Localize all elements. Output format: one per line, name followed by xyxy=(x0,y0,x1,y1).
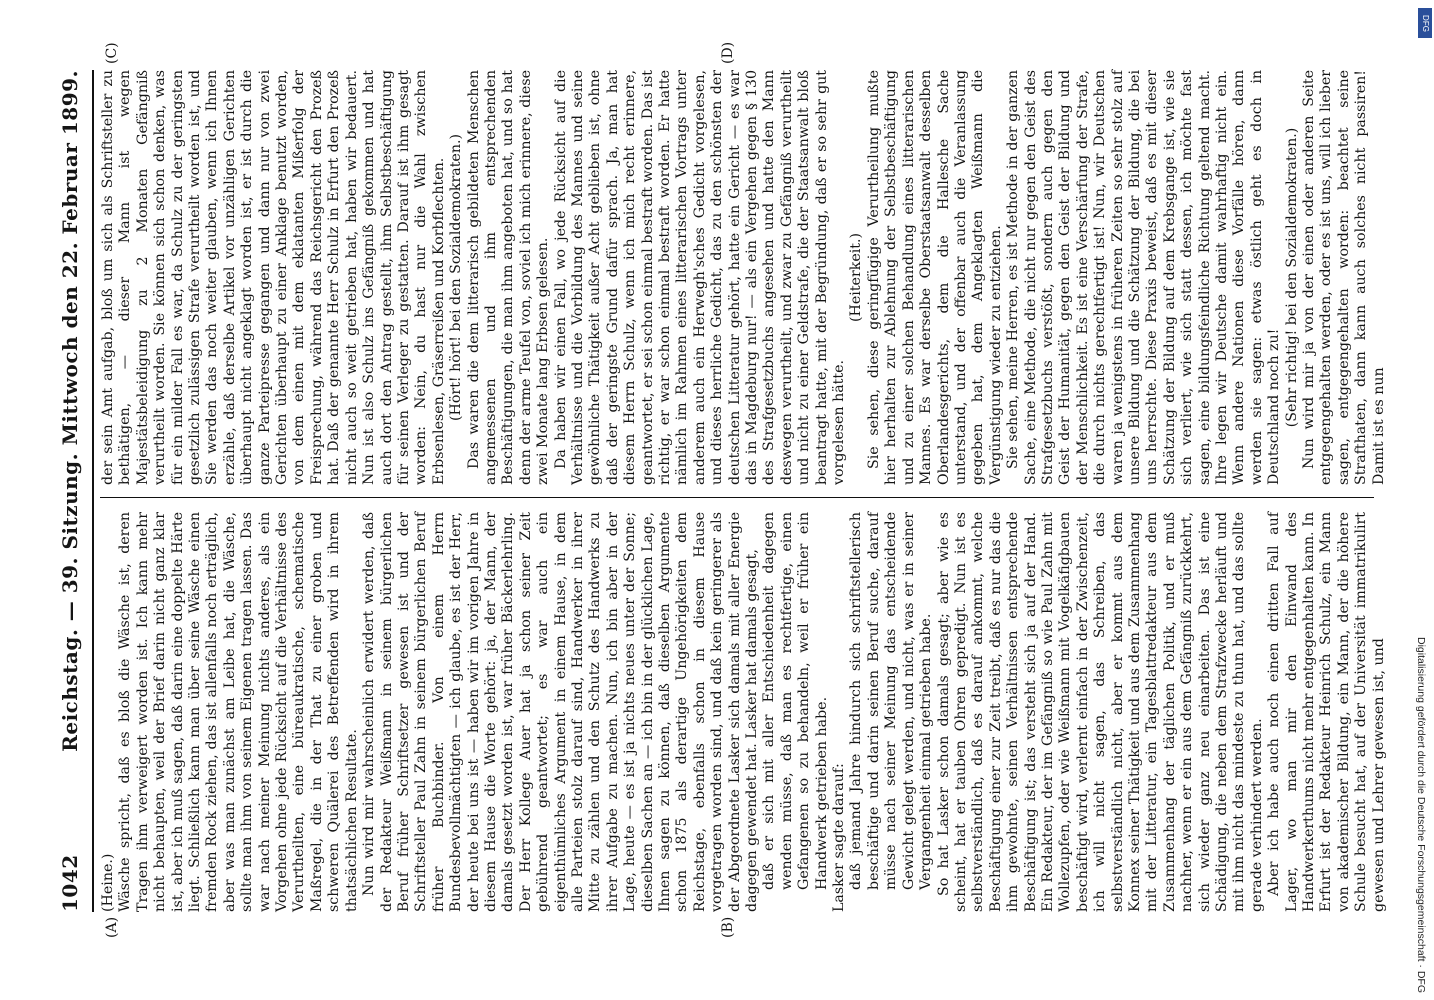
interjection: (Sehr richtig! bei den Sozialdemokraten.) xyxy=(1283,127,1300,428)
dfg-logo xyxy=(1418,8,1432,38)
margin-marker-b: (B) xyxy=(720,916,736,938)
interjection: (Heiterkeit.) xyxy=(848,233,865,322)
page-number: 1042 xyxy=(58,854,82,912)
paragraph: Sie sehen, meine Herren, es ist Methode in der ganzen Sache, eine Methode, die nicht nur gegen den Geist des Strafgesetzbuchs verstößt, sondern auch gegen den Geist der Humanität, gegen den Geist der Bildung und der Menschlichkeit. Es ist eine Verschärfung der Strafe, die durch nichts gerechtfertigt ist! Nun, wir Deutschen waren ja wenigstens in früheren Zeiten so sehr stolz auf unsere Bildung und die Schätzung der Bildung, die bei uns herrschte. Diese Praxis beweist, daß es mit dieser Schätzung der Bildung auf dem Krebsgange ist, wie sie sich verliert, wie sich statt dessen, ich möchte fast sagen, eine bildungsfeindliche Richtung geltend macht. Ihre legen wir Deutsche damit wahrhaftig nicht ein. Wenn andere Nationen diese Vorfälle hören, dann werden sie sagen: etwas östlich geht es doch in Deutschland noch zu! xyxy=(1005,70,1283,485)
digitization-credit xyxy=(1412,8,1434,993)
paragraph: So hat Lasker schon damals gesagt; aber wie es scheint, hat er tauben Ohren gepredigt. Nun ist es selbstverständlich, daß es darauf ankommt, welche Beschäftigung einer zur Zeit treibt, daß es nur das die ihm gewohnte, seinen Verhältnissen entsprechende Beschäftigung ist; das versteht sich ja auf der Hand. Ein Redakteur, der im Gefängniß so wie Paul Zahn mit Wollezupfen, oder wie Weißmann mit Vogelkäfigbauen beschäftigt wird, verlernt einfach in der Zwischenzeit, ich will nicht sagen, das Schreiben, das selbstverständlich nicht, aber er kommt aus dem Konnex seiner Thätigkeit und aus dem Zusammenhang mit der Litteratur, ein Tagesblattredakteur aus dem Zusammenhang der täglichen Politik, und er muß nachher, wenn er ein aus dem Gefängniß zurückkehrt, sich wieder ganz neu einarbeiten. Das ist eine Schädigung, die neben dem Strafzwecke herläuft und mit ihm nicht das mindeste zu thun hat, und das sollte gerade verhindert werden. xyxy=(935,512,1265,912)
interjection: (Hört! hört! bei den Sozialdemokraten.) xyxy=(448,133,465,422)
page-title: Reichstag. — 39. Sitzung. Mittwoch den 22. Februar 1899. xyxy=(58,70,82,752)
paragraph: Nun wird mir wahrscheinlich erwidert werden, daß der Redakteur Weißmann in seinem bürgerlichen Beruf früher Schriftsetzer gewesen ist und der Schriftsteller Paul Zahn in seinem bürgerlichen Beruf früher Buchbinder. Von einem Herrn Bundesbevollmächtigten — ich glaube, es ist der Herr, der heute bei uns ist — haben wir im vorigen Jahre in diesem Hause die Worte gehört: ja, der Mann, der damals gesetzt worden ist, war früher Bäckerlehrling. Der Herr Kollege Auer hat ja schon seiner Zeit gebührend geantwortet; es war auch ein eigenthümliches Argument in einem Hause, in dem alle Parteien stolz darauf sind, Handwerker in ihrer Mitte zu zählen und den Schutz des Handwerks zu ihrer Aufgabe zu machen. Nun, ich bin aber in der Lage, heute — es ist ja nichts neues unter der Sonne; dieselben Sachen an — ich bin in der glücklichen Lage, Ihnen sagen zu können, daß dieselben Argumente schon 1875 als derartige Ungehörigkeiten dem Reichstage, ebenfalls schon in diesem Hause vorgetragen worden sind, und daß kein geringerer als der Abgeordnete Lasker sich damals mit aller Energie dagegen gewendet hat. Lasker hat damals gesagt, xyxy=(361,512,761,912)
left-column xyxy=(100,512,1387,912)
column-divider xyxy=(100,497,1374,498)
quotation: daß er sich mit aller Entschiedenheit dagegen wenden müsse, daß man es rechtfertige, einen Gefangenen so zu behandeln, weil er früher ein Handwerk getrieben habe. xyxy=(761,512,830,890)
quotation: daß jemand Jahre hindurch sich schriftstellerisch beschäftige und darin seinen Beruf suche, darauf müsse nach seiner Meinung das entscheidende Gewicht gelegt werden, und nicht, was er in seiner Vergangenheit einmal getrieben habe. xyxy=(848,512,935,890)
paragraph: Lasker sagte darauf: xyxy=(831,763,848,912)
paragraph: der sein Amt aufgab, bloß um sich als Schriftsteller zu bethätigen, — dieser Mann ist wegen Majestätsbeleidigung zu 2 Monaten Gefängniß verurtheilt worden. Sie können sich schon denken, was für ein milder Fall es war, da Schulz zu der geringsten gesetzlich zulässigen Strafe verurtheilt worden ist, und Sie werden das noch weiter glauben, wenn ich Ihnen erzähle, daß derselbe Artikel vor unzähligen Gerichten überhaupt nicht angeklagt worden ist, er ist durch die ganze Parteipresse gegangen und dann nur von zwei Gerichten überhaupt zu einer Anklage benutzt worden, von dem einen mit dem eklatanten Mißerfolg der Freisprechung, während das Reichsgericht den Prozeß hat. Daß der genannte Herr Schulz in Erfurt den Prozeß nicht auch so weit getrieben hat, haben wir bedauert. Nun ist also Schulz ins Gefängniß gekommen und hat auch dort den Antrag gestellt, ihm Selbstbeschäftigung für seinen Verleger zu gestatten. Darauf ist ihm gesagt worden: Nein, du hast nur die Wahl zwischen Erbsenlesen, Gräserreißen und Korbflechten. xyxy=(100,70,447,485)
paragraph: Wäsche spricht, daß es bloß die Wäsche ist, deren Tragen ihm verweigert worden ist. Ich kann mehr nicht behaupten, weil der Brief darin nicht ganz klar ist, aber ich muß sagen, daß darin eine doppelte Härte liegt. Schließlich kann man über seine Wäsche einen fremden Rock ziehen, das ist allenfalls noch erträglich, aber was man zunächst am Leibe hat, die Wäsche, sollte man ihm von seinem Eigenen tragen lassen. Das war nach meiner Meinung nichts anderes, als ein Vorgehen ohne jede Rücksicht auf die Verhältnisse des Verurtheilten, eine büreaukratische, schematische Maßregel, die in der That zu einer groben und schweren Quälerei des Betreffenden wird in ihrem thatsächlichen Resultate. xyxy=(117,512,360,912)
margin-marker-a: (A) xyxy=(104,916,120,938)
speaker-note: (Heine.) xyxy=(100,853,116,912)
paragraph: Nun wird mir ja von der einen oder anderen Seite entgegengehalten werden, oder es ist uns, will ich lieber sagen, entgegengehalten worden: beachtet seine Strafthaten, dann kann auch solches nicht passiren! Damit ist es nun xyxy=(1301,70,1387,485)
paragraph: Das waren die dem litterarisch gebildeten Menschen angemessenen und ihm entsprechenden Beschäftigungen, die man ihm angeboten hat, und so hat denn der arme Teufel von, soviel ich mich erinnere, diese zwei Monate lang Erbsen gelesen. xyxy=(465,70,552,485)
dfg-logo-text: DFG xyxy=(1420,14,1430,32)
margin-marker-d: (D) xyxy=(720,41,736,64)
right-column xyxy=(100,70,1387,485)
paragraph: Sie sehen, diese geringfügige Verurtheilung mußte hier herhalten zur Ablehnung der Selbstbeschäftigung und zu einer solchen Behandlung eines litterarischen Mannes. Es war derselbe Oberstaatsanwalt desselben Oberlandesgerichts, dem die Hallesche Sache unterstand, und der offenbar auch die Veranlassung gegeben hat, dem Angeklagten Weißmann die Vergünstigung wieder zu entziehen. xyxy=(865,70,1004,485)
margin-marker-c: (C) xyxy=(104,42,120,64)
paragraph: Da haben wir einen Fall, wo jede Rücksicht auf die Verhältnisse und die Vorbildung des Mannes und seine gewöhnliche Thätigkeit außer Acht geblieben ist, ohne daß der geringste Grund dafür sprach. Ja, man hat diesem Herrn Schulz, wenn ich mich recht erinnere, geantwortet, er sei schon einmal bestraft worden. Das ist richtig, er war schon einmal bestraft worden. Er hatte nämlich im Rahmen eines litterarischen Vortrags unter anderem auch ein Herwegh'sches Gedicht vorgelesen, und dieses herrliche Gedicht, das zu den schönsten der deutschen Litteratur gehört, hatte ein Gericht — es war das in Magdeburg nur! — als ein Vergehen gegen § 130 des Strafgesetzbuchs angesehen und hatte den Mann deswegen verurtheilt, und zwar zu Gefängniß verurtheilt und nicht zu einer Geldstrafe, die der Staatsanwalt bloß beantragt hatte, mit der Begründung, daß er so sehr gut vorgelesen hätte. xyxy=(552,70,848,485)
page-header xyxy=(58,70,88,912)
digitization-credit-text: Digitalisierung gefördert durch die Deutsche Forschungsgemeinschaft · DFG xyxy=(1415,636,1427,993)
paragraph: Aber ich habe auch noch einen dritten Fall auf Lager, wo man mir den Einwand des Handwerkerthums nicht mehr entgegenhalten kann. In Erfurt ist der Redakteur Heinrich Schulz, ein Mann von akademischer Bildung, ein Mann, der die höhere Schule besucht hat, auf der Universität immatrikulirt gewesen und Lehrer gewesen ist, und xyxy=(1266,512,1387,912)
header-rule xyxy=(92,70,94,912)
